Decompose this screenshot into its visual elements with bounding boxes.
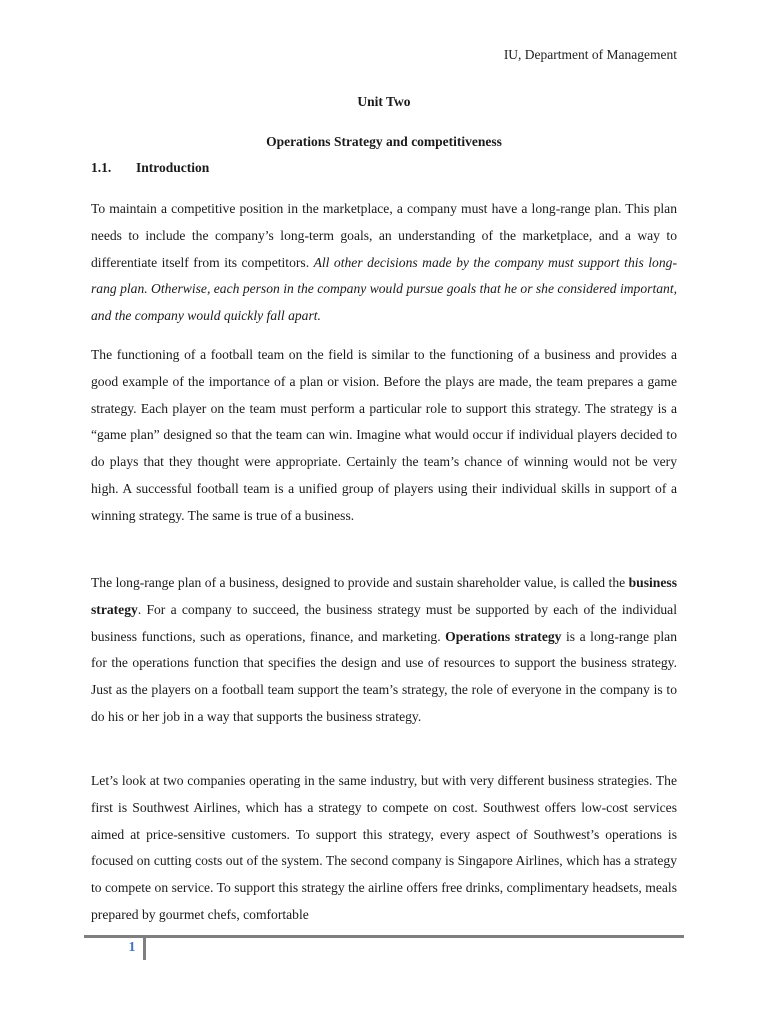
footer-divider (143, 938, 146, 960)
paragraph-4: Let’s look at two companies operating in the same industry, but with very different business strategies. The first is Southwest Airlines, which has a strategy to compete on cost. Southwest offers low-cost services aimed at price-sensitive customers. To support this strategy, every aspect of Southwest’s operations is focused on cutting costs out of the system. The second company is Singapore Airlines, which has a strategy to compete on service. To support this strategy the airline offers free drinks, complimentary headsets, meals prepared by gourmet chefs, comfortable (91, 773, 677, 922)
footer-rule (84, 935, 684, 938)
paragraph-1 (91, 196, 677, 330)
paragraph-3-text-c: is a long-range plan for the operations function that specifies the design and use of resources to support the business strategy. Just as the players on a football team support the team’s strategy, the role of everyone in the company is to do his or her job in a way that supports the business strategy. (91, 628, 677, 724)
paragraph-3-text-a: The long-range plan of a business, designed to provide and sustain shareholder value, is called the (91, 575, 629, 590)
paragraph-1-italic-text: All other decisions made by the company must support this long-rang plan. Otherwise, each person in the company would pursue goals that he or she considered important, and the company would quickly fall apart. (91, 254, 677, 324)
paragraph-3-text-b: . For a company to succeed, the business strategy must be supported by each of the individual business functions, such as operations, finance, and marketing. (91, 601, 677, 644)
section-number: 1.1. (91, 160, 112, 175)
paragraph-2: The functioning of a football team on the field is similar to the functioning of a business and provides a good example of the importance of a plan or vision. Before the plays are made, the team prepares a game strategy. Each player on the team must perform a particular role to support this strategy. The strategy is a “game plan” designed so that the team can win. Imagine what would occur if individual players decided to do plays that they thought were appropriate. Certainly the team’s chance of winning would not be very high. A successful football team is a unified group of players using their individual skills in support of a winning strategy. The same is true of a business. (91, 347, 677, 523)
chapter-subtitle: Operations Strategy and competitiveness (266, 134, 502, 149)
page-header: IU, Department of Management (503, 47, 677, 62)
paragraph-1-text: To maintain a competitive position in the marketplace, a company must have a long-range plan. This plan needs to include the company’s long-term goals, an understanding of the marketplace, and a way to differentiate itself from its competitors. (91, 201, 677, 270)
section-heading (91, 160, 209, 176)
paragraph-3 (91, 570, 677, 731)
operations-strategy-term: Operations strategy (445, 628, 562, 644)
page-number: 1 (128, 940, 136, 955)
unit-title: Unit Two (357, 94, 411, 109)
business-strategy-term: business strategy (91, 575, 677, 617)
section-title: Introduction (136, 160, 210, 175)
